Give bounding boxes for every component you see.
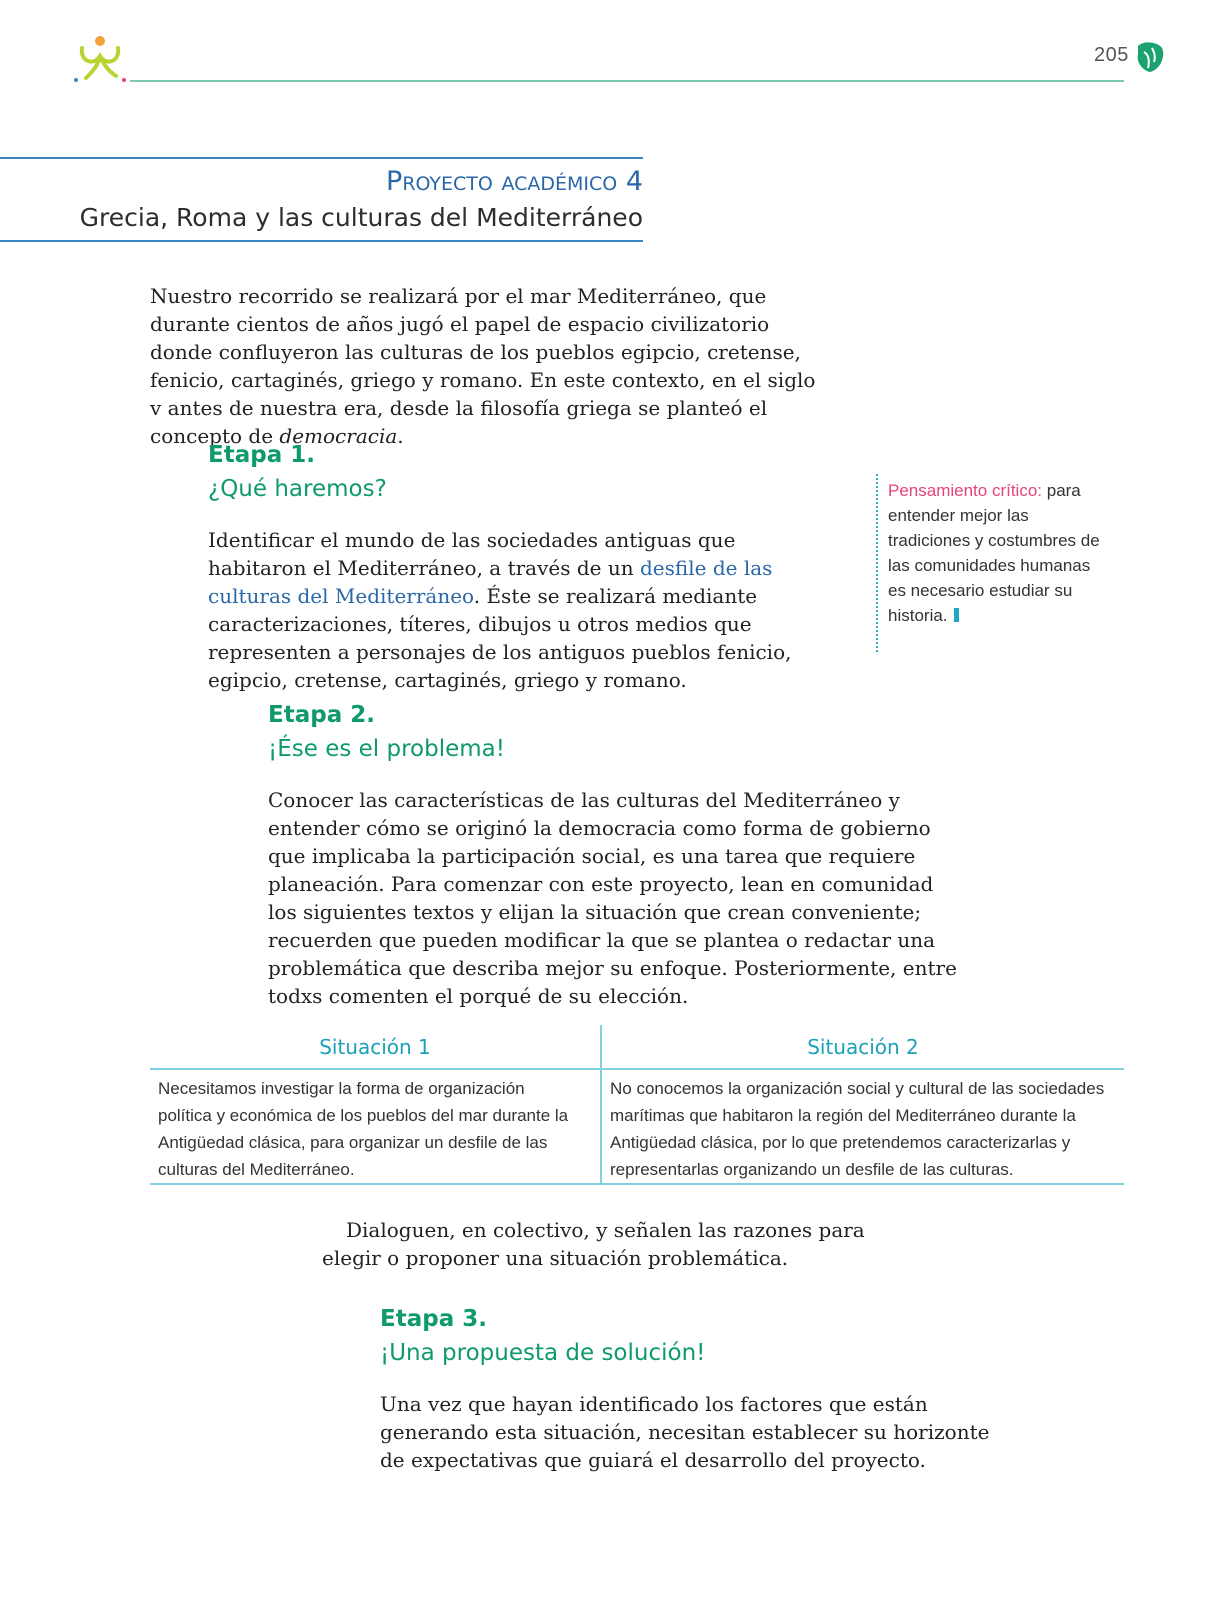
intro-paragraph bbox=[150, 282, 820, 450]
table-bottom-rule bbox=[150, 1183, 1124, 1185]
project-subtitle: Grecia, Roma y las culturas del Mediterráneo bbox=[79, 203, 643, 232]
situations-table bbox=[150, 1025, 1124, 1185]
page-number: 205 bbox=[1094, 44, 1129, 66]
sidebar-rule bbox=[876, 474, 878, 652]
critical-thinking-text: para entender mejor las tradiciones y costumbres de las comunidades humanas es necesario estudiar su historia. bbox=[888, 481, 1100, 625]
stage1-paragraph bbox=[208, 526, 836, 694]
situation2-heading-rule bbox=[602, 1068, 1124, 1070]
parade-link: desfile de las culturas del Mediterráneo bbox=[208, 556, 773, 608]
dialogue-paragraph: Dialoguen, en colectivo, y señalen las razones para elegir o proponer una situación problemática. bbox=[322, 1218, 865, 1270]
stage1-title: ¿Qué haremos? bbox=[208, 476, 387, 502]
stage2-paragraph: Conocer las características de las culturas del Mediterráneo y entender cómo se originó la democracia como forma de gobierno que implicaba la participación social, es una tarea que requiere planeación. Para comenzar con este proyecto, lean en comunidad los siguientes textos y elijan la situación que crean conveniente; recuerden que pueden modificar la que se plantea o redactar una problemática que describa mejor su enfoque. Posteriormente, entre todxs comenten el porqué de su elección. bbox=[268, 788, 957, 1008]
situation2-heading: Situación 2 bbox=[807, 1035, 919, 1059]
situation1-heading: Situación 1 bbox=[319, 1035, 431, 1059]
stage1-number: Etapa 1. bbox=[208, 442, 315, 468]
stage2-title: ¡Ése es el problema! bbox=[268, 736, 505, 762]
critical-thinking-note bbox=[888, 478, 1108, 628]
situation1-text: Necesitamos investigar la forma de organización política y económica de los pueblos del mar durante la Antigüedad clásica, para organizar un desfile de las culturas del Mediterráneo. bbox=[158, 1079, 569, 1179]
intro-text: Nuestro recorrido se realizará por el mar Mediterráneo, que durante cientos de años jugó el papel de espacio civilizatorio donde confluyeron las culturas de los pueblos egipcio, cretense, fenicio, cartaginés, griego y romano. En este contexto, en el siglo v antes de nuestra era, desde la filosofía griega se planteó el concepto de bbox=[150, 284, 816, 448]
series-logo-icon bbox=[72, 32, 128, 86]
project-label: Proyecto académico 4 bbox=[386, 166, 643, 197]
situation1-heading-rule bbox=[150, 1068, 600, 1070]
stage3-number: Etapa 3. bbox=[380, 1306, 487, 1332]
stage3-paragraph: Una vez que hayan identificado los factores que están generando esta situación, necesitan establecer su horizonte de expectativas que guiará el desarrollo del proyecto. bbox=[380, 1392, 990, 1472]
critical-thinking-heading: Pensamiento crítico: bbox=[888, 481, 1043, 500]
stage1-text: Identificar el mundo de las sociedades antiguas que habitaron el Mediterráneo, a través de un bbox=[208, 528, 736, 580]
title-bottom-rule bbox=[0, 240, 643, 242]
title-top-rule bbox=[0, 157, 643, 159]
intro-text-end: . bbox=[397, 424, 404, 448]
situation2-column bbox=[602, 1025, 1124, 1185]
end-mark-icon bbox=[954, 608, 959, 622]
intro-emphasis: democracia bbox=[279, 424, 398, 448]
stage3-title: ¡Una propuesta de solución! bbox=[380, 1340, 706, 1366]
situation1-column bbox=[150, 1025, 600, 1185]
stage1-text-end: . Éste se realizará mediante caracterizaciones, títeres, dibujos u otros medios que representen a personajes de los antiguos pueblos fenicio, egipcio, cretense, cartaginés, griego y romano. bbox=[208, 584, 792, 692]
header-rule bbox=[130, 80, 1124, 82]
leaf-icon bbox=[1134, 40, 1166, 74]
situation2-text: No conocemos la organización social y cultural de las sociedades marítimas que habitaron la región del Mediterráneo durante la Antigüedad clásica, por lo que pretendemos caracterizarlas y representarlas organizando un desfile de las culturas. bbox=[610, 1079, 1105, 1179]
stage2-number: Etapa 2. bbox=[268, 702, 375, 728]
